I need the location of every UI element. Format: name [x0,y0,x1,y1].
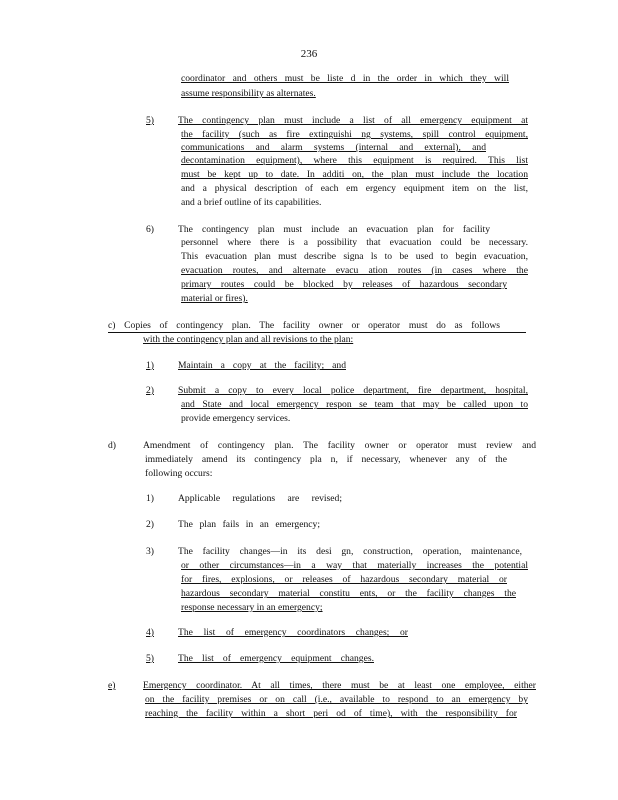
text-line: The plan fails in an emergency; [178,519,320,530]
text-line: material or fires). [181,293,248,304]
text-line: and a physical description of each em ergency equipment item on the list, [181,183,528,194]
text-line: on the facility premises or on call (i.e., available to respond to an emergency by [145,694,528,705]
text-line: hazardous secondary material constitu ents, or the facility changes the [181,588,516,599]
page-number: 236 [300,48,318,60]
list-marker: 4) [146,627,154,638]
text-line: the facility (such as fire extinguishi ng systems, spill control equipment, [181,129,528,140]
section-underline [108,332,526,333]
text-line: Amendment of contingency plan. The facility owner or operator must review and [143,440,536,451]
text-line: primary routes could be blocked by releases of hazardous secondary [181,279,507,290]
text-line: communications and alarm systems (internal and external), and [181,142,486,153]
text-line: The contingency plan must include a list of all emergency equipment at [178,115,528,126]
text-line: or other circumstances—in a way that materially increases the potential [181,560,528,571]
list-marker: 6) [146,224,154,235]
text-line: must be kept up to date. In additi on, the plan must include the location [181,169,528,180]
list-marker: 1) [146,360,154,371]
section-heading-line: c) Copies of contingency plan. The facility owner or operator must do as follows [108,320,500,331]
text-line: following occurs: [145,468,213,479]
text-line: Applicable regulations are revised; [178,493,342,504]
list-marker: e) [108,680,116,691]
list-marker: 5) [146,653,154,664]
text-line: response necessary in an emergency; [181,602,323,613]
text-line: The contingency plan must include an evacuation plan for facility [178,224,490,235]
text-line: and a brief outline of its capabilities. [181,197,322,208]
text-line: personnel where there is a possibility that evacuation could be necessary. [181,237,528,248]
list-marker: 3) [146,546,154,557]
text-line: The facility changes—in its desi gn, construction, operation, maintenance, [178,546,522,557]
list-marker: 5) [146,115,154,126]
text-line: assume responsibility as alternates. [181,88,316,99]
text-line: Maintain a copy at the facility; and [178,360,346,371]
text-line: for fires, explosions, or releases of hazardous secondary material or [181,574,507,585]
text-line: evacuation routes, and alternate evacu ation routes (in cases where the [181,265,528,276]
list-marker: 1) [146,493,154,504]
list-marker: 2) [146,385,154,396]
text-line: Submit a copy to every local police department, fire department, hospital, [178,385,528,396]
text-line: provide emergency services. [181,413,291,424]
text-line: coordinator and others must be liste d in the order in which they will [181,73,509,84]
text-line: The list of emergency equipment changes. [178,653,374,664]
list-marker: d) [108,440,116,451]
text-line: reaching the facility within a short peri od of time), with the responsibility for [145,708,517,719]
list-marker: 2) [146,519,154,530]
text-line: and State and local emergency respon se team that may be called upon to [181,399,528,410]
text-line: with the contingency plan and all revisions to the plan: [143,334,354,345]
text-line: This evacuation plan must describe signa ls to be used to begin evacuation, [181,251,528,262]
text-line: Emergency coordinator. At all times, there must be at least one employee, either [143,680,536,691]
text-line: immediately amend its contingency pla n, if necessary, whenever any of the [145,454,507,465]
text-line: The list of emergency coordinators changes; or [178,627,408,638]
text-line: decontamination equipment), where this equipment is required. This list [181,155,528,166]
